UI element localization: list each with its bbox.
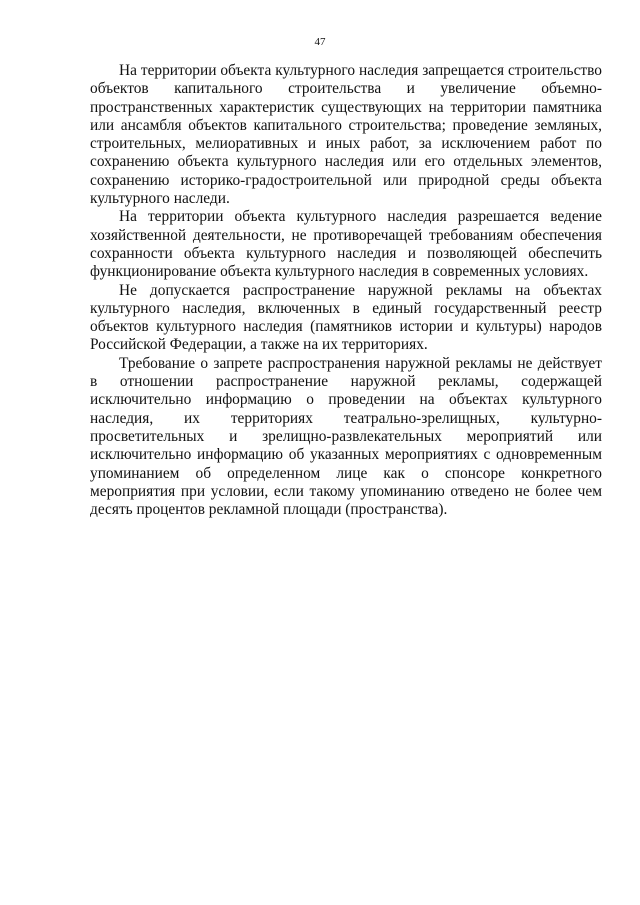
paragraph-permitted-activity: На территории объекта культурного наследия разрешается ведение хозяйственной деятельности, не противоречащей требованиям обеспечения сохранности объекта культурного наследия и позволяющей обеспечить функционирование объекта культурного наследия в современных условиях.	[90, 208, 602, 281]
page-number: 47	[314, 36, 326, 48]
document-body	[90, 62, 602, 519]
paragraph-prohibitions: На территории объекта культурного наследия запрещается строительство объектов капитального строительства и увеличение объемно-пространственных характеристик существующих на территории памятника или ансамбля объектов капитального строительства; проведение земляных, строительных, мелиоративных и иных работ, за исключением работ по сохранению объекта культурного наследия или его отдельных элементов, сохранению историко-градостроительной или природной среды объекта культурного наследи.	[90, 62, 602, 208]
paragraph-advertising-ban: Не допускается распространение наружной рекламы на объектах культурного наследия, включенных в единый государственный реестр объектов культурного наследия (памятников истории и культуры) народов Российской Федерации, а также на их территориях.	[90, 281, 602, 354]
paragraph-advertising-exception: Требование о запрете распространения наружной рекламы не действует в отношении распространение наружной рекламы, содержащей исключительно информацию о проведении на объектах культурного наследия, их территориях театрально-зрелищных, культурно-просветительных и зрелищно-развлекательных мероприятий или исключительно информацию об указанных мероприятиях с одновременным упоминанием об определенном лице как о спонсоре конкретного мероприятия при условии, если такому упоминанию отведено не более чем десять процентов рекламной площади (пространства).	[90, 354, 602, 519]
